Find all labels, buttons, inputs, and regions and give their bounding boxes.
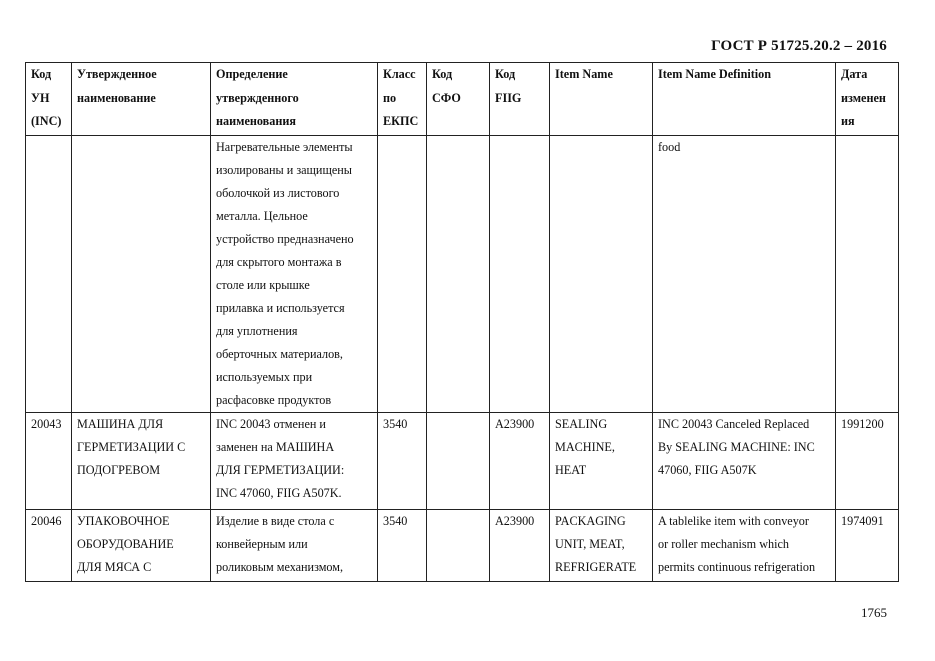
- cell-inc: 20046: [26, 510, 72, 582]
- cell-inc: 20043: [26, 413, 72, 510]
- cell-sfo: [427, 413, 490, 510]
- header-sfo: Код СФО: [427, 63, 490, 136]
- header-approved-name: Утвержденное наименование: [72, 63, 211, 136]
- cell-item-name: [550, 136, 653, 413]
- cell-name: [72, 136, 211, 413]
- header-definition: Определение утвержденного наименования: [211, 63, 378, 136]
- cell-date: 1974091: [836, 510, 899, 582]
- cell-inc: [26, 136, 72, 413]
- catalog-table: [25, 62, 899, 582]
- table-header-row: [26, 63, 899, 136]
- header-date: Дата изменен ия: [836, 63, 899, 136]
- header-fiig: Код FIIG: [490, 63, 550, 136]
- table-row: [26, 136, 899, 413]
- document-standard-number: ГОСТ Р 51725.20.2 – 2016: [711, 38, 887, 54]
- cell-class: 3540: [378, 510, 427, 582]
- cell-sfo: [427, 136, 490, 413]
- cell-item-definition: INC 20043 Canceled Replaced By SEALING MACHINE: INC 47060, FIIG A507K: [653, 413, 836, 510]
- cell-fiig: A23900: [490, 413, 550, 510]
- cell-fiig: A23900: [490, 510, 550, 582]
- table-row: [26, 413, 899, 510]
- cell-definition: INC 20043 отменен и заменен на МАШИНА ДЛЯ ГЕРМЕТИЗАЦИИ: INC 47060, FIIG A507K.: [211, 413, 378, 510]
- cell-name: УПАКОВОЧНОЕ ОБОРУДОВАНИЕ ДЛЯ МЯСА С: [72, 510, 211, 582]
- cell-date: [836, 136, 899, 413]
- cell-item-name: SEALING MACHINE, HEAT: [550, 413, 653, 510]
- table-row: [26, 510, 899, 582]
- page-number: 1765: [861, 605, 887, 620]
- cell-name: МАШИНА ДЛЯ ГЕРМЕТИЗАЦИИ С ПОДОГРЕВОМ: [72, 413, 211, 510]
- cell-item-definition: A tablelike item with conveyor or roller mechanism which permits continuous refrigeration: [653, 510, 836, 582]
- cell-definition: Изделие в виде стола с конвейерным или роликовым механизмом,: [211, 510, 378, 582]
- header-item-name-definition: Item Name Definition: [653, 63, 836, 136]
- cell-class: 3540: [378, 413, 427, 510]
- header-class: Класс по ЕКПС: [378, 63, 427, 136]
- cell-class: [378, 136, 427, 413]
- cell-item-definition: food: [653, 136, 836, 413]
- header-item-name: Item Name: [550, 63, 653, 136]
- cell-sfo: [427, 510, 490, 582]
- header-inc: Код УН (INC): [26, 63, 72, 136]
- cell-date: 1991200: [836, 413, 899, 510]
- cell-fiig: [490, 136, 550, 413]
- cell-item-name: PACKAGING UNIT, MEAT, REFRIGERATE: [550, 510, 653, 582]
- cell-definition: Нагревательные элементы изолированы и защищены оболочкой из листового металла. Цельное устройство предназначено для скрытого монтажа в столе или крышке прилавка и используется для уплотнения оберточных материалов, используемых при расфасовке продуктов: [211, 136, 378, 413]
